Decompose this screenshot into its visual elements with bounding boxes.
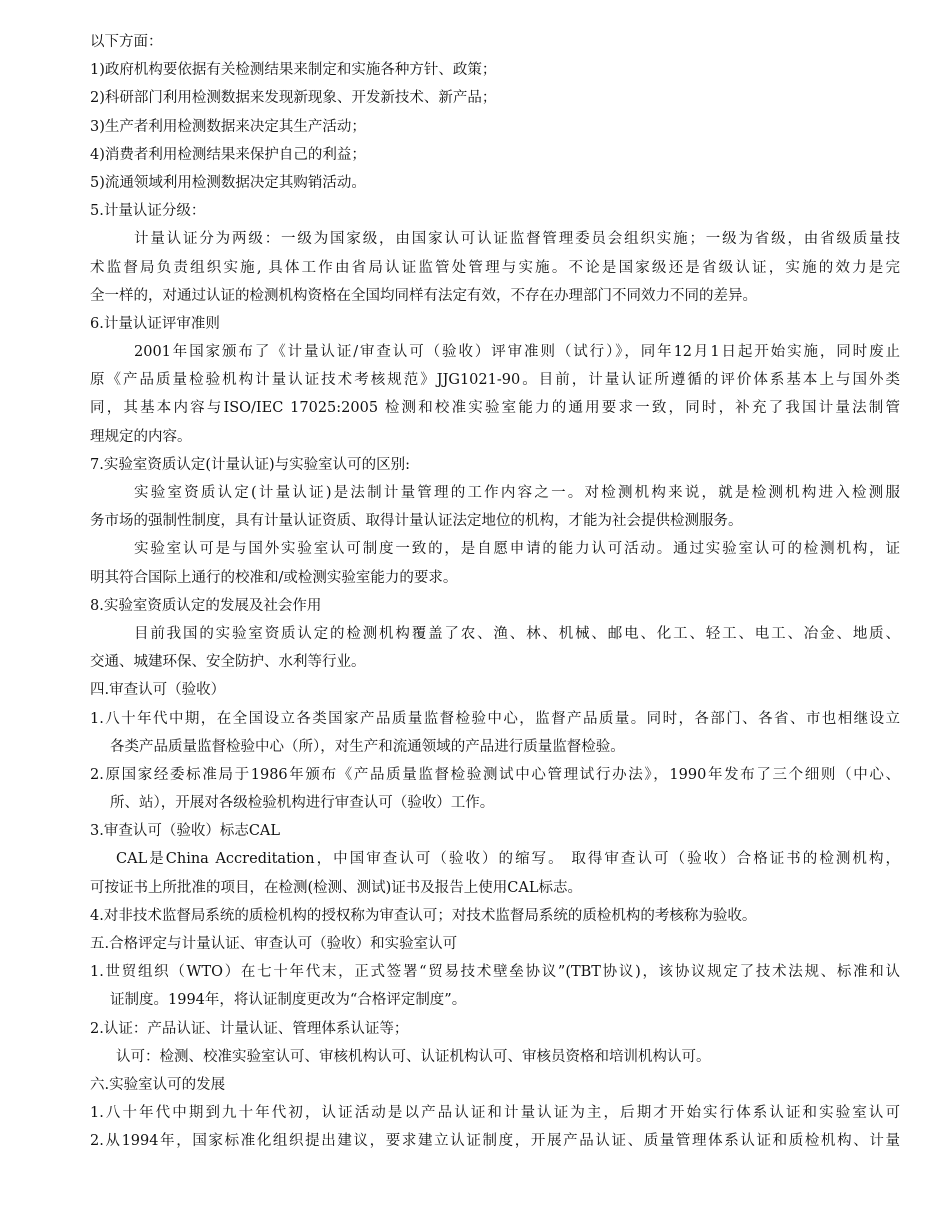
text-line: 4)消费者利用检测结果来保护自己的利益； xyxy=(90,146,366,163)
text-line: 证制度。1994年，将认证制度更改为“合格评定制度”。 xyxy=(110,992,467,1009)
text-line: 6.计量认证评审准则 xyxy=(90,315,220,332)
text-line: 术监督局负责组织实施, 具体工作由省局认证监管处管理与实施。不论是国家级还是省级认证，实施的效力是完 xyxy=(90,259,900,276)
text-line: 认可：检测、校准实验室认可、审核机构认可、认证机构认可、审核员资格和培训机构认可。 xyxy=(116,1048,711,1065)
text-line: 5)流通领域利用检测数据决定其购销活动。 xyxy=(90,174,366,191)
text-line: 目前我国的实验室资质认定的检测机构覆盖了农、渔、林、机械、邮电、化工、轻工、电工、冶金、地质、 xyxy=(134,625,900,642)
text-line: 明其符合国际上通行的校准和/或检测实验室能力的要求。 xyxy=(90,569,458,586)
text-line: 3.审查认可（验收）标志CAL xyxy=(90,823,281,840)
text-line: 8.实验室资质认定的发展及社会作用 xyxy=(90,597,322,614)
text-line: 四.审查认可（验收） xyxy=(90,682,226,699)
text-line: 计量认证分为两级：一级为国家级，由国家认可认证监督管理委员会组织实施；一级为省级，由省级质量技 xyxy=(134,231,900,248)
text-line: 实验室资质认定(计量认证)是法制计量管理的工作内容之一。对检测机构来说，就是检测机构进入检测服 xyxy=(134,485,900,501)
text-line: 六.实验室认可的发展 xyxy=(90,1076,226,1093)
text-line: 2)科研部门利用检测数据来发现新现象、开发新技术、新产品； xyxy=(90,90,497,107)
text-line: 1)政府机构要依据有关检测结果来制定和实施各种方针、政策； xyxy=(90,62,497,79)
text-line: 7.实验室资质认定(计量认证)与实验室认可的区别: xyxy=(90,456,411,473)
text-line: 各类产品质量监督检验中心（所），对生产和流通领域的产品进行质量监督检验。 xyxy=(110,738,625,755)
text-line: 交通、城建环保、安全防护、水利等行业。 xyxy=(90,654,366,671)
text-line: 1.世贸组织（WTO）在七十年代末，正式签署“贸易技术壁垒协议”(TBT协议)，该协议规定了技术法规、标准和认 xyxy=(90,964,900,981)
text-line: CAL是China Accreditation，中国审查认可（验收）的缩写。 取得审查认可（验收）合格证书的检测机构， xyxy=(116,851,900,868)
text-line: 2.从1994年，国家标准化组织提出建议，要求建立认证制度，开展产品认证、质量管理体系认证和质检机构、计量 xyxy=(90,1133,900,1150)
text-line: 2001年国家颁布了《计量认证/审查认可（验收）评审准则（试行）》，同年12月1日起开始实施，同时废止 xyxy=(134,344,900,361)
text-line: 2.认证：产品认证、计量认证、管理体系认证等； xyxy=(90,1020,409,1037)
text-line: 5.计量认证分级： xyxy=(90,203,206,220)
text-line: 同，其基本内容与ISO/IEC 17025:2005 检测和校准实验室能力的通用要求一致，同时，补充了我国计量法制管 xyxy=(90,400,900,417)
text-line: 理规定的内容。 xyxy=(90,428,192,445)
text-line: 全一样的，对通过认证的检测机构资格在全国均同样有法定有效，不存在办理部门不同效力不同的差异。 xyxy=(90,287,757,304)
text-line: 实验室认可是与国外实验室认可制度一致的，是自愿申请的能力认可活动。通过实验室认可的检测机构，证 xyxy=(134,541,900,558)
text-line: 原《产品质量检验机构计量认证技术考核规范》JJG1021-90。目前，计量认证所遵循的评价体系基本上与国外类 xyxy=(90,372,900,389)
text-line: 务市场的强制性制度，具有计量认证资质、取得计量认证法定地位的机构，才能为社会提供检测服务。 xyxy=(90,513,743,530)
text-line: 1.八十年代中期，在全国设立各类国家产品质量监督检验中心，监督产品质量。同时，各部门、各省、市也相继设立 xyxy=(90,710,900,727)
text-line: 2.原国家经委标准局于1986年颁布《产品质量监督检验测试中心管理试行办法》，1990年发布了三个细则（中心、 xyxy=(90,766,900,783)
text-line: 以下方面： xyxy=(90,34,163,50)
text-line: 1.八十年代中期到九十年代初，认证活动是以产品认证和计量认证为主，后期才开始实行体系认证和实验室认可 xyxy=(90,1105,900,1122)
text-line: 可按证书上所批准的项目，在检测(检测、测试)证书及报告上使用CAL标志。 xyxy=(90,879,583,896)
text-line: 3)生产者利用检测数据来决定其生产活动； xyxy=(90,118,366,135)
text-line: 4.对非技术监督局系统的质检机构的授权称为审查认可；对技术监督局系统的质检机构的考核称为验收。 xyxy=(90,907,757,924)
text-line: 所、站），开展对各级检验机构进行审查认可（验收）工作。 xyxy=(110,795,495,812)
text-line: 五.合格评定与计量认证、审查认可（验收）和实验室认可 xyxy=(90,936,458,952)
